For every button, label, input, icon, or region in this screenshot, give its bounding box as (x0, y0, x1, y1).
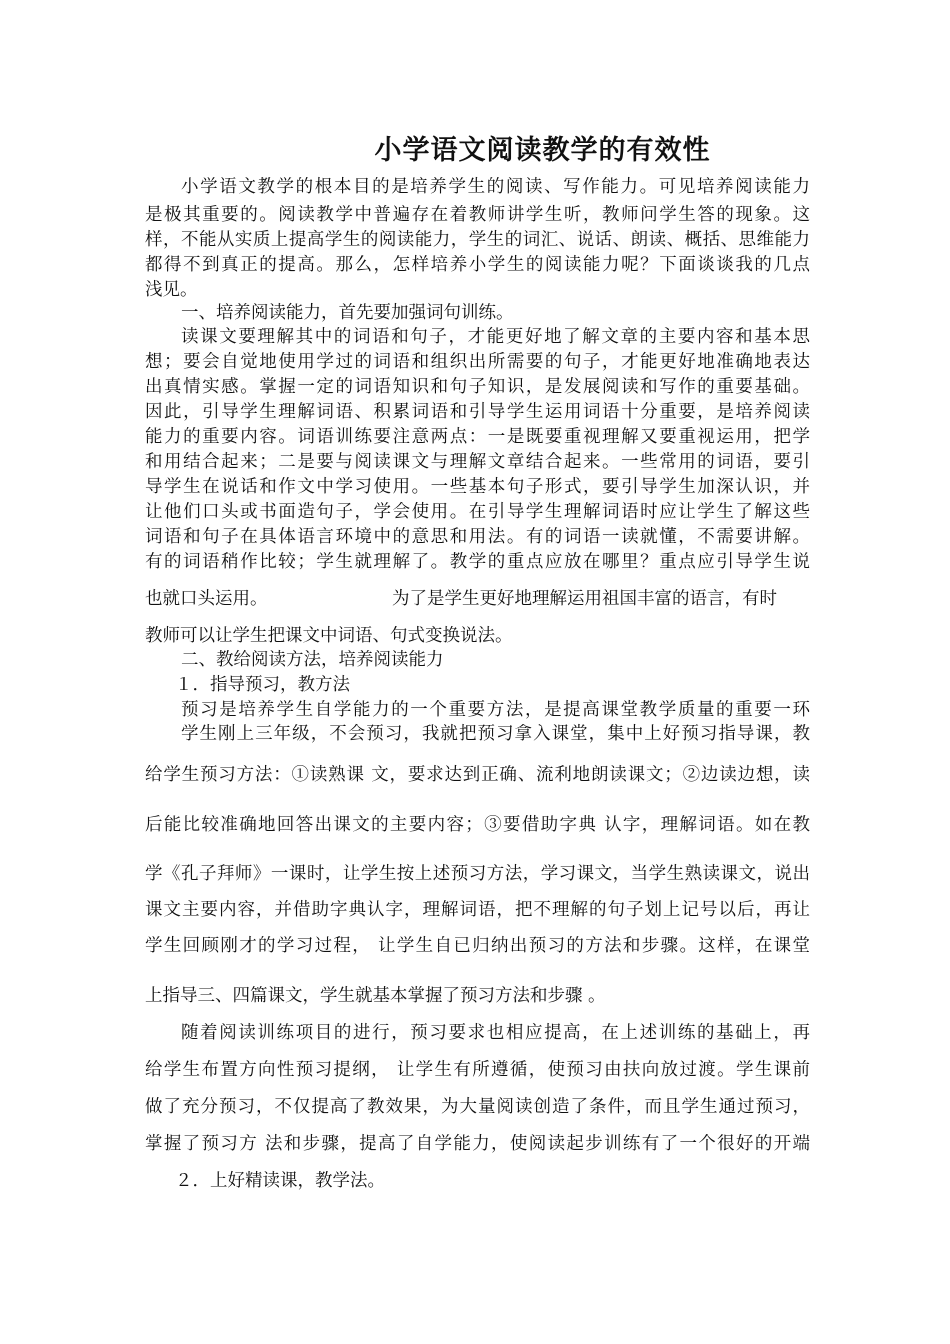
text-line: 学生刚上三年级，不会预习，我就把预习拿入课堂，集中上好预习指导课，教 (181, 724, 810, 744)
text-line: 因此，引导学生理解词语、积累词语和引导学生运用词语十分重要，是培养阅读 (145, 402, 810, 422)
section-heading: 一、培养阅读能力，首先要加强词句训练。 (181, 303, 514, 323)
text-line: 浅见。 (145, 280, 198, 300)
text-line: 有的词语稍作比较；学生就理解了。教学的重点应放在哪里？重点应引导学生说 (145, 552, 810, 572)
page-title: 小学语文阅读教学的有效性 (374, 135, 711, 166)
text-line: 读课文要理解其中的词语和句子，才能更好地了解文章的主要内容和基本思 (181, 327, 810, 347)
text-line: 也就口头运用。 (145, 589, 268, 609)
text-line: 为了是学生更好地理解运用祖国丰富的语言，有时 (392, 589, 777, 609)
text-line: 学《孔子拜师》一课时，让学生按上述预习方法，学习课文，当学生熟读课文，说出 (145, 864, 810, 884)
text-line: 想；要会自觉地使用学过的词语和组织出所需要的句子，才能更好地准确地表达 (145, 352, 810, 372)
text-line: 是极其重要的。阅读教学中普遍存在着教师讲学生听，教师问学生答的现象。这 (145, 205, 810, 225)
text-line: 样，不能从实质上提高学生的阅读能力，学生的词汇、说话、朗读、概括、思维能力 (145, 230, 810, 250)
text-line: 让他们口头或书面造句子，学会使用。在引导学生理解词语时应让学生了解这些 (145, 502, 810, 522)
subsection-heading: １．指导预习，教方法 (175, 675, 350, 695)
text-line: 能力的重要内容。词语训练要注意两点：一是既要重视理解又要重视运用，把学 (145, 427, 810, 447)
text-line: 掌握了预习方 法和步骤，提高了自学能力，使阅读起步训练有了一个很好的开端 (145, 1134, 810, 1154)
text-line: 给学生布置方向性预习提纲， 让学生有所遵循，使预习由扶向放过渡。学生课前 (145, 1060, 810, 1080)
text-line: 预习是培养学生自学能力的一个重要方法，是提高课堂教学质量的重要一环 (181, 700, 810, 720)
text-line: 教师可以让学生把课文中词语、句式变换说法。 (145, 626, 513, 646)
text-line: 课文主要内容，并借助字典认字，理解词语，把不理解的句子划上记号以后，再让 (145, 900, 810, 920)
text-line: 词语和句子在具体语言环境中的意思和用法。有的词语一读就懂，不需要讲解。 (145, 527, 810, 547)
subsection-heading: ２．上好精读课，教学法。 (175, 1171, 385, 1191)
section-heading: 二、教给阅读方法，培养阅读能力 (181, 650, 444, 670)
text-line: 随着阅读训练项目的进行，预习要求也相应提高，在上述训练的基础上，再 (181, 1023, 810, 1043)
text-line: 做了充分预习，不仅提高了教效果，为大量阅读创造了条件，而且学生通过预习， (145, 1097, 810, 1117)
text-line: 都得不到真正的提高。那么，怎样培养小学生的阅读能力呢？下面谈谈我的几点 (145, 255, 810, 275)
text-line: 导学生在说话和作文中学习使用。一些基本句子形式，要引导学生加深认识，并 (145, 477, 810, 497)
text-line: 出真情实感。掌握一定的词语知识和句子知识，是发展阅读和写作的重要基础。 (145, 377, 810, 397)
text-line: 上指导三、四篇课文，学生就基本掌握了预习方法和步骤 。 (145, 986, 606, 1006)
text-line: 学生回顾刚才的学习过程， 让学生自已归纳出预习的方法和步骤。这样，在课堂 (145, 936, 810, 956)
text-line: 给学生预习方法：①读熟课 文，要求达到正确、流利地朗读课文；②边读边想，读 (145, 765, 810, 785)
text-line: 后能比较准确地回答出课文的主要内容；③要借助字典 认字，理解词语。如在教 (145, 815, 810, 835)
text-line: 小学语文教学的根本目的是培养学生的阅读、写作能力。可见培养阅读能力 (181, 177, 810, 197)
text-line: 和用结合起来；二是要与阅读课文与理解文章结合起来。一些常用的词语，要引 (145, 452, 810, 472)
